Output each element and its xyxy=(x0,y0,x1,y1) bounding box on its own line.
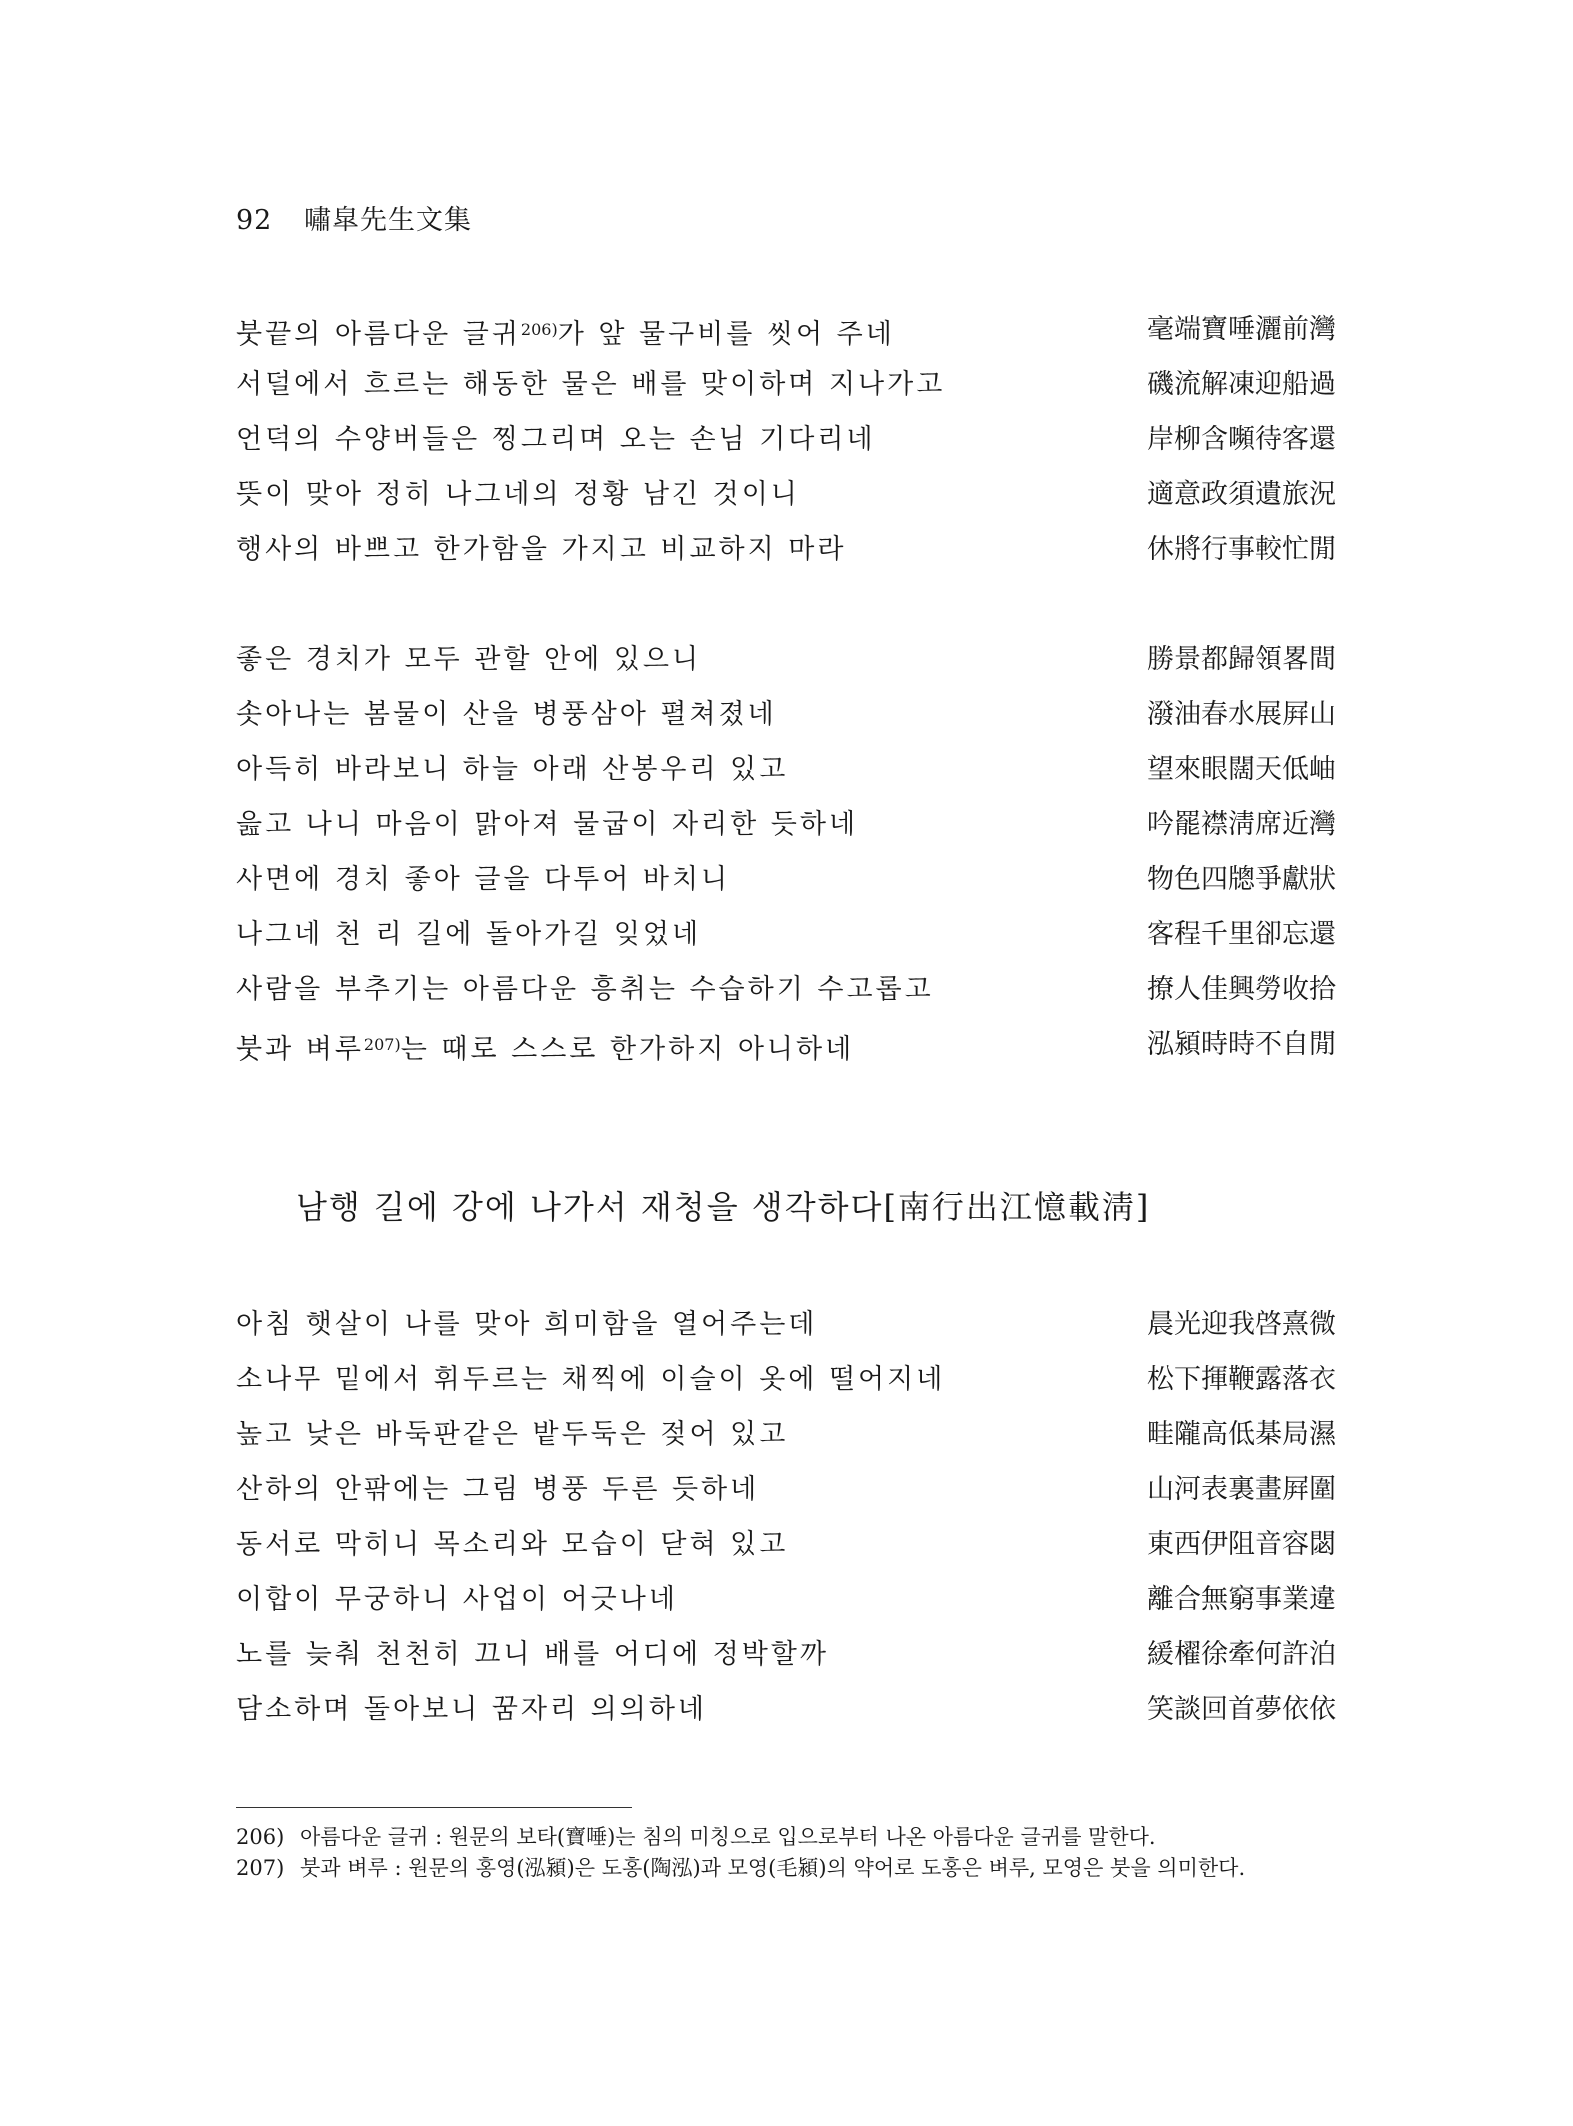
korean-line: 좋은 경치가 모두 관할 안에 있으니 xyxy=(236,644,702,675)
footnote-number: 206) xyxy=(236,1825,285,1849)
footnote-207 xyxy=(236,1853,1336,1884)
poem-stanza-2 xyxy=(236,632,1336,1072)
footnote-ref-207[interactable]: 207) xyxy=(363,1035,401,1054)
poem-line xyxy=(236,962,1336,1017)
korean-line: 산하의 안팎에는 그림 병풍 두른 듯하네 xyxy=(236,1474,760,1505)
korean-line: 솟아나는 봄물이 산을 병풍삼아 펼쳐졌네 xyxy=(236,699,777,730)
poem-line xyxy=(236,1517,1336,1572)
korean-line: 붓끝의 아름다운 글귀$^{206)}$가 앞 물구비를 씻어 주네 xyxy=(236,319,895,350)
chinese-line: 望來眼闊天低岫 xyxy=(1147,754,1336,785)
korean-line: 사람을 부추기는 아름다운 흥취는 수습하기 수고롭고 xyxy=(236,974,934,1005)
poem-line xyxy=(236,1627,1336,1682)
korean-line: 언덕의 수양버들은 찡그리며 오는 손님 기다리네 xyxy=(236,424,876,455)
chinese-line: 撩人佳興勞收拾 xyxy=(1147,974,1336,1005)
footnote-text: 붓과 벼루 : 원문의 홍영(泓潁)은 도홍(陶泓)과 모영(毛潁)의 약어로 도홍은 벼루, 모영은 붓을 의미한다. xyxy=(300,1856,1246,1880)
chinese-line: 松下揮鞭露落衣 xyxy=(1147,1364,1336,1395)
chinese-line: 離合無窮事業違 xyxy=(1147,1584,1336,1615)
poem-line xyxy=(236,797,1336,852)
poem-line xyxy=(236,1682,1336,1737)
poem-line xyxy=(236,522,1336,577)
korean-line: 붓과 벼루$^{207)}$는 때로 스스로 한가하지 아니하네 xyxy=(236,1034,855,1065)
chinese-line: 東西伊阻音容閟 xyxy=(1147,1529,1336,1560)
chinese-line: 物色四牕爭獻狀 xyxy=(1147,864,1336,895)
chinese-line: 緩櫂徐牽何許泊 xyxy=(1147,1639,1336,1670)
poem-line xyxy=(236,1407,1336,1462)
korean-line: 이합이 무궁하니 사업이 어긋나네 xyxy=(236,1584,678,1615)
chinese-line: 晨光迎我啓熹微 xyxy=(1147,1309,1336,1340)
chinese-line: 吟罷襟淸席近灣 xyxy=(1147,809,1336,840)
chinese-line: 山河表裏畫屛圍 xyxy=(1147,1474,1336,1505)
chinese-line: 岸柳含嚬待客還 xyxy=(1147,424,1336,455)
korean-line: 사면에 경치 좋아 글을 다투어 바치니 xyxy=(236,864,731,895)
poem-stanza-1 xyxy=(236,302,1336,577)
poem-line xyxy=(236,467,1336,522)
footnotes xyxy=(236,1822,1336,1884)
korean-line: 아침 햇살이 나를 맞아 희미함을 열어주는데 xyxy=(236,1309,818,1340)
korean-line: 서덜에서 흐르는 해동한 물은 배를 맞이하며 지나가고 xyxy=(236,369,946,400)
chinese-line: 休將行事較忙閒 xyxy=(1147,534,1336,565)
poem-line xyxy=(236,687,1336,742)
poem-line xyxy=(236,302,1336,357)
poem-line xyxy=(236,742,1336,797)
chinese-line: 笑談回首夢依依 xyxy=(1147,1694,1336,1725)
chinese-line: 客程千里卻忘還 xyxy=(1147,919,1336,950)
footnote-206 xyxy=(236,1822,1336,1853)
korean-line: 읊고 나니 마음이 맑아져 물굽이 자리한 듯하네 xyxy=(236,809,859,840)
chinese-line: 潑油春水展屛山 xyxy=(1147,699,1336,730)
korean-line: 뜻이 맞아 정히 나그네의 정황 남긴 것이니 xyxy=(236,479,800,510)
korean-line: 소나무 밑에서 휘두르는 채찍에 이슬이 옷에 떨어지네 xyxy=(236,1364,946,1395)
chinese-line: 毫端寶唾灑前灣 xyxy=(1147,314,1336,345)
poem-line xyxy=(236,632,1336,687)
poem-line xyxy=(236,852,1336,907)
poem-line xyxy=(236,1572,1336,1627)
footnote-number: 207) xyxy=(236,1856,285,1880)
poem-line xyxy=(236,907,1336,962)
korean-line: 행사의 바쁘고 한가함을 가지고 비교하지 마라 xyxy=(236,534,847,565)
poem-line xyxy=(236,1462,1336,1517)
poem-line xyxy=(236,412,1336,467)
poem-line xyxy=(236,357,1336,412)
poem-title: 남행 길에 강에 나가서 재청을 생각하다[南行出江憶載淸] xyxy=(296,1188,1151,1226)
chinese-line: 勝景都歸領畧間 xyxy=(1147,644,1336,675)
poem-line xyxy=(236,1297,1336,1352)
korean-line: 나그네 천 리 길에 돌아가길 잊었네 xyxy=(236,919,702,950)
poem-line xyxy=(236,1352,1336,1407)
footnote-divider xyxy=(236,1807,632,1808)
footnote-ref-206[interactable]: 206) xyxy=(520,320,558,339)
page-header xyxy=(236,198,472,237)
chinese-line: 泓潁時時不自閒 xyxy=(1147,1029,1336,1060)
korean-line: 높고 낮은 바둑판같은 밭두둑은 젖어 있고 xyxy=(236,1419,789,1450)
poem-stanza-3 xyxy=(236,1297,1336,1737)
korean-line: 동서로 막히니 목소리와 모습이 닫혀 있고 xyxy=(236,1529,789,1560)
korean-line: 노를 늦춰 천천히 끄니 배를 어디에 정박할까 xyxy=(236,1639,829,1670)
korean-line: 담소하며 돌아보니 꿈자리 의의하네 xyxy=(236,1694,707,1725)
footnote-text: 아름다운 글귀 : 원문의 보타(寶唾)는 침의 미칭으로 입으로부터 나온 아름다운 글귀를 말한다. xyxy=(300,1825,1156,1849)
chinese-line: 畦隴高低棊局濕 xyxy=(1147,1419,1336,1450)
chinese-line: 磯流解凍迎船過 xyxy=(1147,369,1336,400)
page-number: 92 xyxy=(236,205,273,236)
book-title: 嘯皐先生文集 xyxy=(303,205,472,236)
chinese-line: 適意政須遺旅況 xyxy=(1147,479,1336,510)
korean-line: 아득히 바라보니 하늘 아래 산봉우리 있고 xyxy=(236,754,789,785)
poem-line xyxy=(236,1017,1336,1072)
